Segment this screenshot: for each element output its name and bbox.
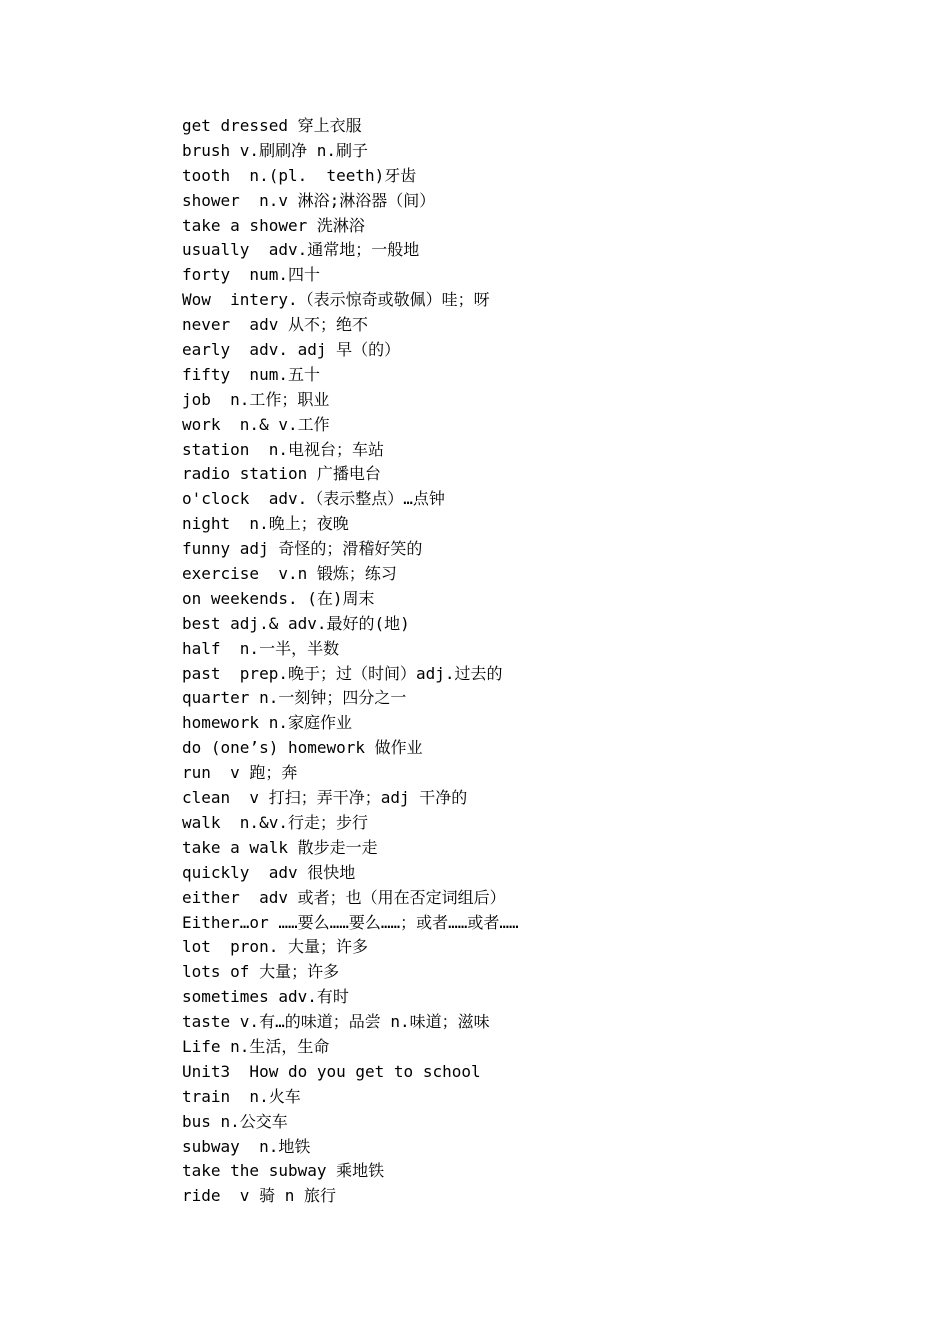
vocab-line: do (one’s) homework 做作业 xyxy=(182,738,423,758)
vocab-line: walk n.&v.行走；步行 xyxy=(182,812,368,832)
vocab-line: early adv. adj 早（的） xyxy=(182,340,401,360)
vocab-line: best adj.& adv.最好的(地) xyxy=(182,613,410,633)
vocab-line: take a shower 洗淋浴 xyxy=(182,215,365,235)
vocab-line: bus n.公交车 xyxy=(182,1111,288,1131)
vocab-line: night n.晚上；夜晚 xyxy=(182,514,349,534)
vocab-line: Unit3 How do you get to school xyxy=(182,1061,481,1081)
vocab-line: get dressed 穿上衣服 xyxy=(182,116,362,135)
vocab-line: shower n.v 淋浴;淋浴器（间） xyxy=(182,190,436,210)
vocab-line: never adv 从不；绝不 xyxy=(182,315,368,335)
vocab-line: Either…or ……要么……要么……；或者……或者…… xyxy=(182,912,519,932)
vocab-line: half n.一半，半数 xyxy=(182,638,340,658)
vocab-line: fifty num.五十 xyxy=(182,364,320,384)
vocab-line: clean v 打扫；弄干净；adj 干净的 xyxy=(182,788,468,808)
vocab-line: sometimes adv.有时 xyxy=(182,987,349,1007)
vocab-line: station n.电视台；车站 xyxy=(182,439,384,459)
vocab-line: train n.火车 xyxy=(182,1086,301,1106)
vocab-line: brush v.刷刷净 n.刷子 xyxy=(182,140,368,160)
vocab-line: homework n.家庭作业 xyxy=(182,713,352,733)
vocab-line: Life n.生活，生命 xyxy=(182,1036,330,1056)
vocab-line: quarter n.一刻钟；四分之一 xyxy=(182,688,407,708)
vocab-line: tooth n.(pl. teeth)牙齿 xyxy=(182,165,417,185)
vocab-line: run v 跑；奔 xyxy=(182,763,298,783)
vocab-line: usually adv.通常地；一般地 xyxy=(182,240,420,260)
vocab-line: lots of 大量；许多 xyxy=(182,962,340,982)
vocab-line: either adv 或者；也（用在否定词组后） xyxy=(182,887,506,907)
vocab-line: exercise v.n 锻炼；练习 xyxy=(182,564,397,584)
vocab-line: o'clock adv.（表示整点）…点钟 xyxy=(182,489,445,509)
vocab-line: quickly adv 很快地 xyxy=(182,862,356,882)
vocab-line: take the subway 乘地铁 xyxy=(182,1161,385,1181)
vocab-line: lot pron. 大量；许多 xyxy=(182,937,368,957)
vocab-line: job n.工作；职业 xyxy=(182,389,330,409)
vocab-line: funny adj 奇怪的；滑稽好笑的 xyxy=(182,539,423,559)
vocab-line: take a walk 散步走一走 xyxy=(182,837,378,857)
vocab-line: radio station 广播电台 xyxy=(182,464,381,484)
vocab-line: subway n.地铁 xyxy=(182,1136,311,1156)
vocab-line: past prep.晚于；过（时间）adj.过去的 xyxy=(182,663,503,683)
vocab-line: Wow intery.（表示惊奇或敬佩）哇；呀 xyxy=(182,290,490,310)
vocab-line: taste v.有…的味道；品尝 n.味道；滋味 xyxy=(182,1012,490,1032)
vocabulary-list xyxy=(182,114,902,1209)
vocab-line: on weekends. (在)周末 xyxy=(182,588,375,608)
vocab-line: ride v 骑 n 旅行 xyxy=(182,1186,336,1206)
vocab-line: forty num.四十 xyxy=(182,265,320,285)
vocab-line: work n.& v.工作 xyxy=(182,414,330,434)
